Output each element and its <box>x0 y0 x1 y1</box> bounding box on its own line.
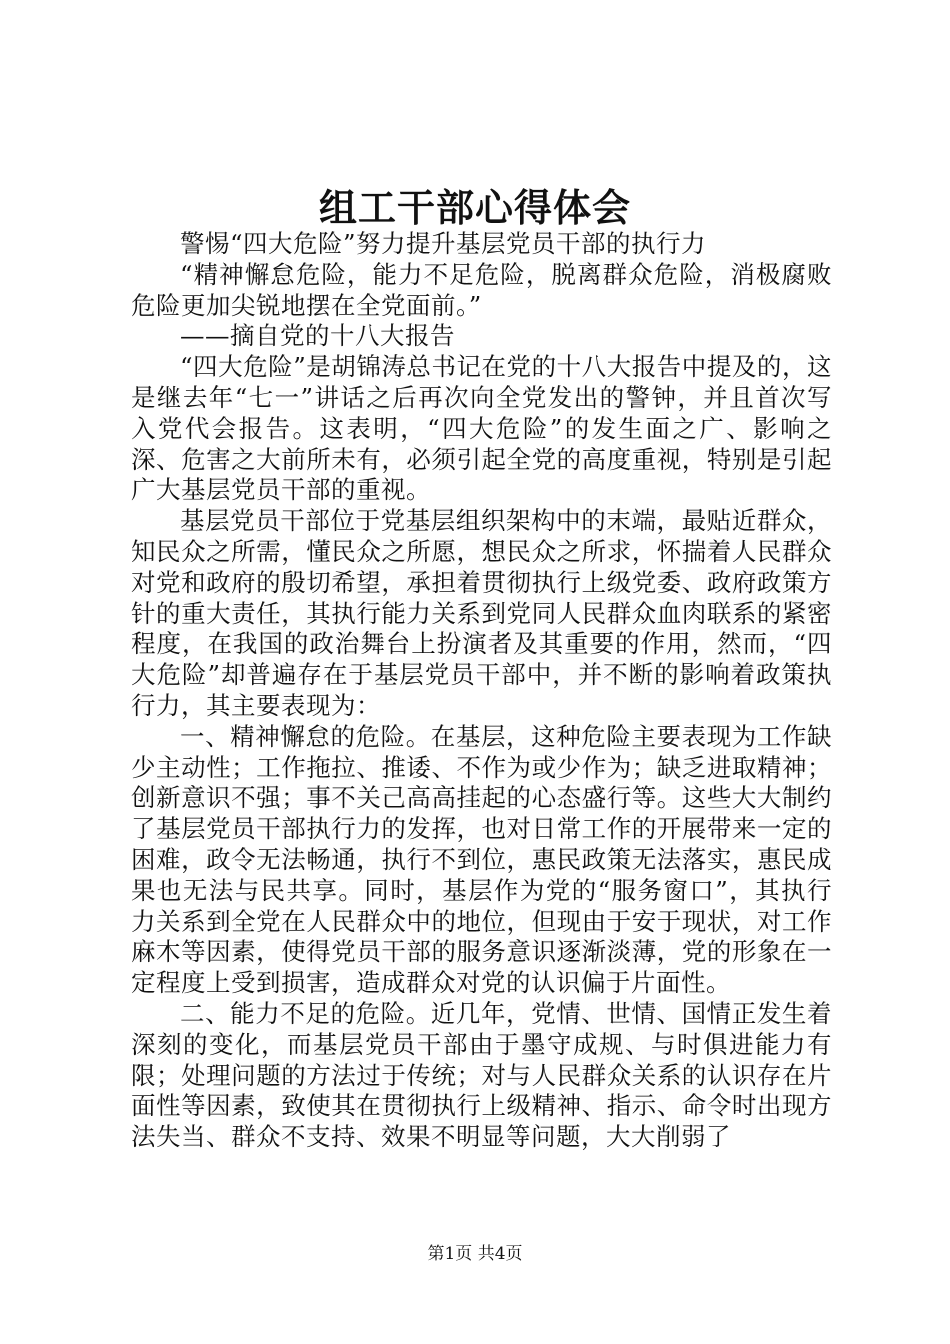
quote-paragraph: “精神懈怠危险，能力不足危险，脱离群众危险，消极腐败危险更加尖锐地摆在全党面前。” <box>131 259 832 320</box>
document-body <box>131 229 832 1153</box>
document-title: 组工干部心得体会 <box>318 185 631 230</box>
body-paragraph: “四大危险”是胡锦涛总书记在党的十八大报告中提及的，这是继去年“七一”讲话之后再次向全党发出的警钟，并且首次写入党代会报告。这表明，“四大危险”的发生面之广、影响之深、危害之大前所未有，必须引起全党的高度重视，特别是引起广大基层党员干部的重视。 <box>131 352 832 505</box>
page-number-footer: 第1页 共4页 <box>427 1244 523 1264</box>
body-paragraph: 二、能力不足的危险。近几年，党情、世情、国情正发生着深刻的变化，而基层党员干部由于墨守成规、与时俱进能力有限；处理问题的方法过于传统；对与人民群众关系的认识存在片面性等因素，致使其在贯彻执行上级精神、指示、命令时出现方法失当、群众不支持、效果不明显等问题，大大削弱了 <box>131 998 832 1152</box>
subtitle-paragraph: 警惕“四大危险”努力提升基层党员干部的执行力 <box>180 229 707 258</box>
quote-source: ——摘自党的十八大报告 <box>180 321 455 351</box>
body-paragraph: 基层党员干部位于党基层组织架构中的末端，最贴近群众，知民众之所需，懂民众之所愿，想民众之所求，怀揣着人民群众对党和政府的殷切希望，承担着贯彻执行上级党委、政府政策方针的重大责任，其执行能力关系到党同人民群众血肉联系的紧密程度，在我国的政治舞台上扮演者及其重要的作用，然而，“四大危险”却普遍存在于基层党员干部中，并不断的影响着政策执行力，其主要表现为： <box>131 506 832 720</box>
body-paragraph: 一、精神懈怠的危险。在基层，这种危险主要表现为工作缺少主动性；工作拖拉、推诿、不作为或少作为；缺乏进取精神；创新意识不强；事不关己高高挂起的心态盛行等。这些大大制约了基层党员干部执行力的发挥，也对日常工作的开展带来一定的困难，政令无法畅通，执行不到位，惠民政策无法落实，惠民成果也无法与民共享。同时，基层作为党的“服务窗口”，其执行力关系到全党在人民群众中的地位，但现由于安于现状，对工作麻木等因素，使得党员干部的服务意识逐渐淡薄，党的形象在一定程度上受到损害，造成群众对党的认识偏于片面性。 <box>131 721 832 998</box>
